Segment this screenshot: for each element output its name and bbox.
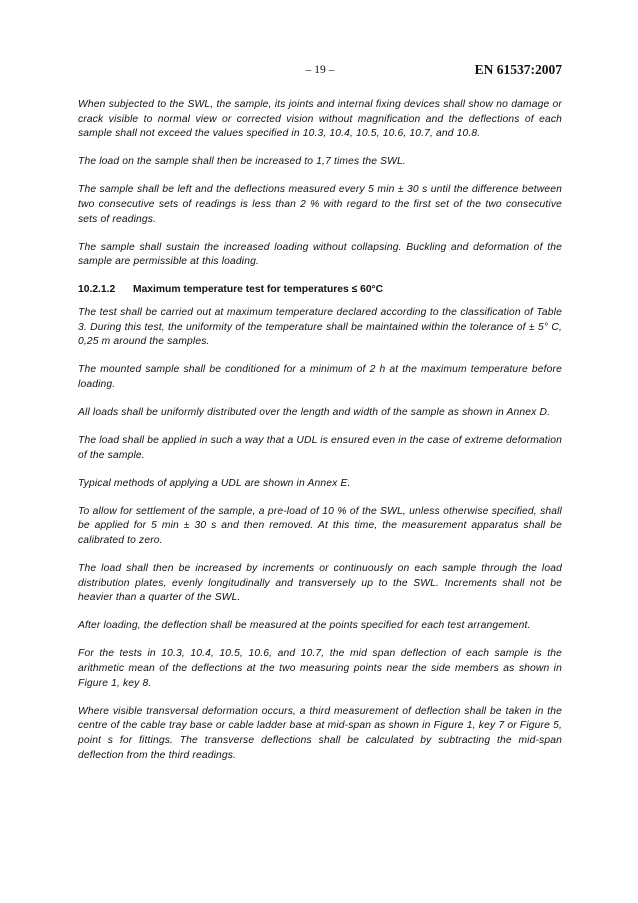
section-number: 10.2.1.2 xyxy=(78,284,116,296)
paragraph: The load on the sample shall then be increased to 1,7 times the SWL. xyxy=(78,156,406,168)
paragraph: To allow for settlement of the sample, a pre-load of 10 % of the SWL, unless otherwise specified, shall be applied for 5 min ± 30 s and then removed. At this time, the measurement apparatus shall be calibrated to zero. xyxy=(78,505,562,546)
paragraph: The load shall be applied in such a way that a UDL is ensured even in the case of extreme deformation of the sample. xyxy=(78,435,562,461)
section-title: Maximum temperature test for temperatures ≤ 60°C xyxy=(133,284,384,296)
paragraph: All loads shall be uniformly distributed over the length and width of the sample as shown in Annex D. xyxy=(78,406,551,418)
paragraph: Typical methods of applying a UDL are shown in Annex E. xyxy=(78,477,351,489)
paragraph: For the tests in 10.3, 10.4, 10.5, 10.6, and 10.7, the mid span deflection of each sample is the arithmetic mean of the deflections at the two measuring points near the side members as shown in Figure 1, key 8. xyxy=(78,648,562,689)
section-heading xyxy=(78,283,562,298)
paragraph: The sample shall sustain the increased loading without collapsing. Buckling and deformation of the sample are permissible at this loading. xyxy=(78,241,562,268)
paragraph: Where visible transversal deformation occurs, a third measurement of deflection shall be taken in the centre of the cable tray base or cable ladder base at mid-span as shown in Figure 1, key 7 or Figure 5, point s for fittings. The transverse deflections shall be calculated by subtracting the mid-span deflection from the third readings. xyxy=(78,705,562,761)
paragraph: The mounted sample shall be conditioned for a minimum of 2 h at the maximum temperature before loading. xyxy=(78,364,562,390)
paragraph: After loading, the deflection shall be measured at the points specified for each test arrangement. xyxy=(78,620,531,632)
page-header xyxy=(78,62,562,82)
page-body xyxy=(78,98,562,777)
paragraph: The load shall then be increased by increments or continuously on each sample through the load distribution plates, evenly longitudinally and transversely up to the SWL. Increments shall not be heavier than a quarter of the SWL. xyxy=(78,563,562,604)
document-id: EN 61537:2007 xyxy=(474,62,562,77)
paragraph: The test shall be carried out at maximum temperature declared according to the classification of Table 3. During this test, the uniformity of the temperature shall be maintained within the tolerance of ± 5° C, 0,25 m around the samples. xyxy=(78,306,562,348)
page-number: – 19 – xyxy=(305,64,335,76)
paragraph: When subjected to the SWL, the sample, its joints and internal fixing devices shall show no damage or crack visible to normal view or corrected vision without magnification and the deflections of each sample shall not exceed the values specified in 10.3, 10.4, 10.5, 10.6, 10.7, and 10.8. xyxy=(78,99,562,140)
paragraph: The sample shall be left and the deflections measured every 5 min ± 30 s until the difference between two consecutive sets of readings is less than 2 % with regard to the first set of the two consecutive sets of readings. xyxy=(78,184,562,225)
